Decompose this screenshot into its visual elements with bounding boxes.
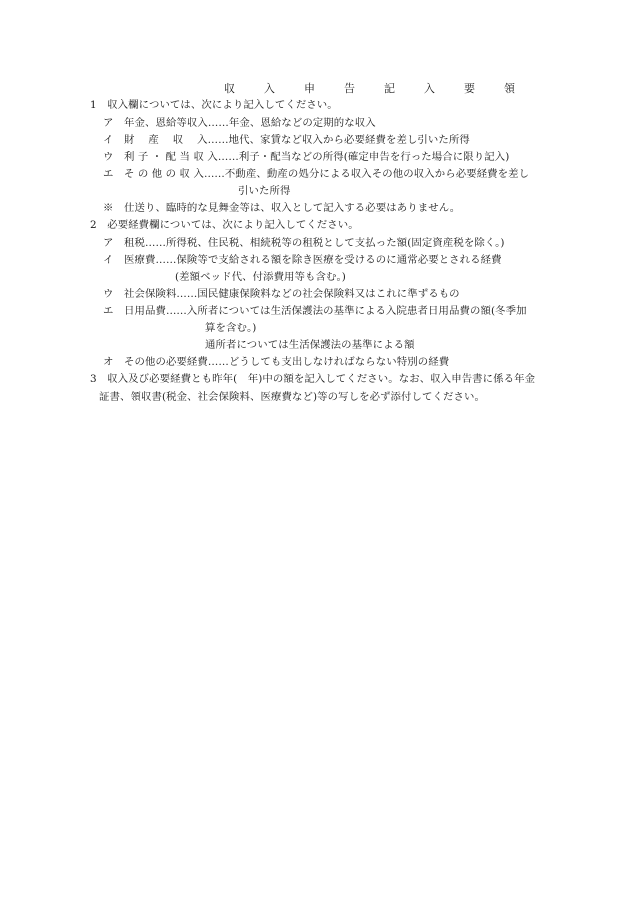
document-title: 収 入 申 告 記 入 要 領 <box>224 82 524 95</box>
expense-item-social-insurance: ウ 社会保険料……国民健康保険料などの社会保険料又はこれに準ずるもの <box>103 288 460 300</box>
expense-item-daily-goods-cont: 算を含む。) <box>205 322 257 334</box>
income-item-interest-dividend: ウ 利 子 ・ 配 当 収 入……利子・配当などの所得(確定申告を行った場合に限り記入) <box>103 151 510 163</box>
section-3-paragraph-cont: 証書、領収書(税金、社会保険料、医療費など)等の写しを必ず添付してください。 <box>99 391 485 403</box>
section-1-heading: 1 収入欄については、次により記入してください。 <box>90 99 338 111</box>
income-item-pension: ア 年金、恩給等収入……年金、恩給などの定期的な収入 <box>103 117 376 129</box>
expense-item-taxes: ア 租税……所得税、住民税、相続税等の租税として支払った額(固定資産税を除く。) <box>103 237 505 249</box>
expense-item-medical: イ 医療費……保険等で支給される額を除き医療を受けるのに通常必要とされる経費 <box>103 254 502 266</box>
section-2-heading: 2 必要経費欄については、次により記入してください。 <box>90 219 359 231</box>
income-item-other: エ そ の 他 の 収 入……不動産、動産の処分による収入その他の収入から必要経費を差し <box>103 168 530 180</box>
expense-item-other: オ その他の必要経費……どうしても支出しなければならない特別の経費 <box>103 356 450 368</box>
income-note: ※ 仕送り、臨時的な見舞金等は、収入として記入する必要はありません。 <box>103 202 461 214</box>
section-3-paragraph: 3 収入及び必要経費とも昨年( 年)中の額を記入してください。なお、収入申告書に係る年金 <box>90 373 536 385</box>
expense-item-daily-goods: エ 日用品費……入所者については生活保護法の基準による入院患者日用品費の額(冬季加 <box>103 305 527 317</box>
expense-item-daily-goods-commuter: 通所者については生活保護法の基準による額 <box>205 339 415 351</box>
expense-item-medical-cont: (差額ベッド代、付添費用等も含む。) <box>175 271 346 283</box>
income-item-other-cont: 引いた所得 <box>238 185 291 197</box>
income-item-property: イ 財 産 収 入……地代、家賃など収入から必要経費を差し引いた所得 <box>103 134 470 146</box>
